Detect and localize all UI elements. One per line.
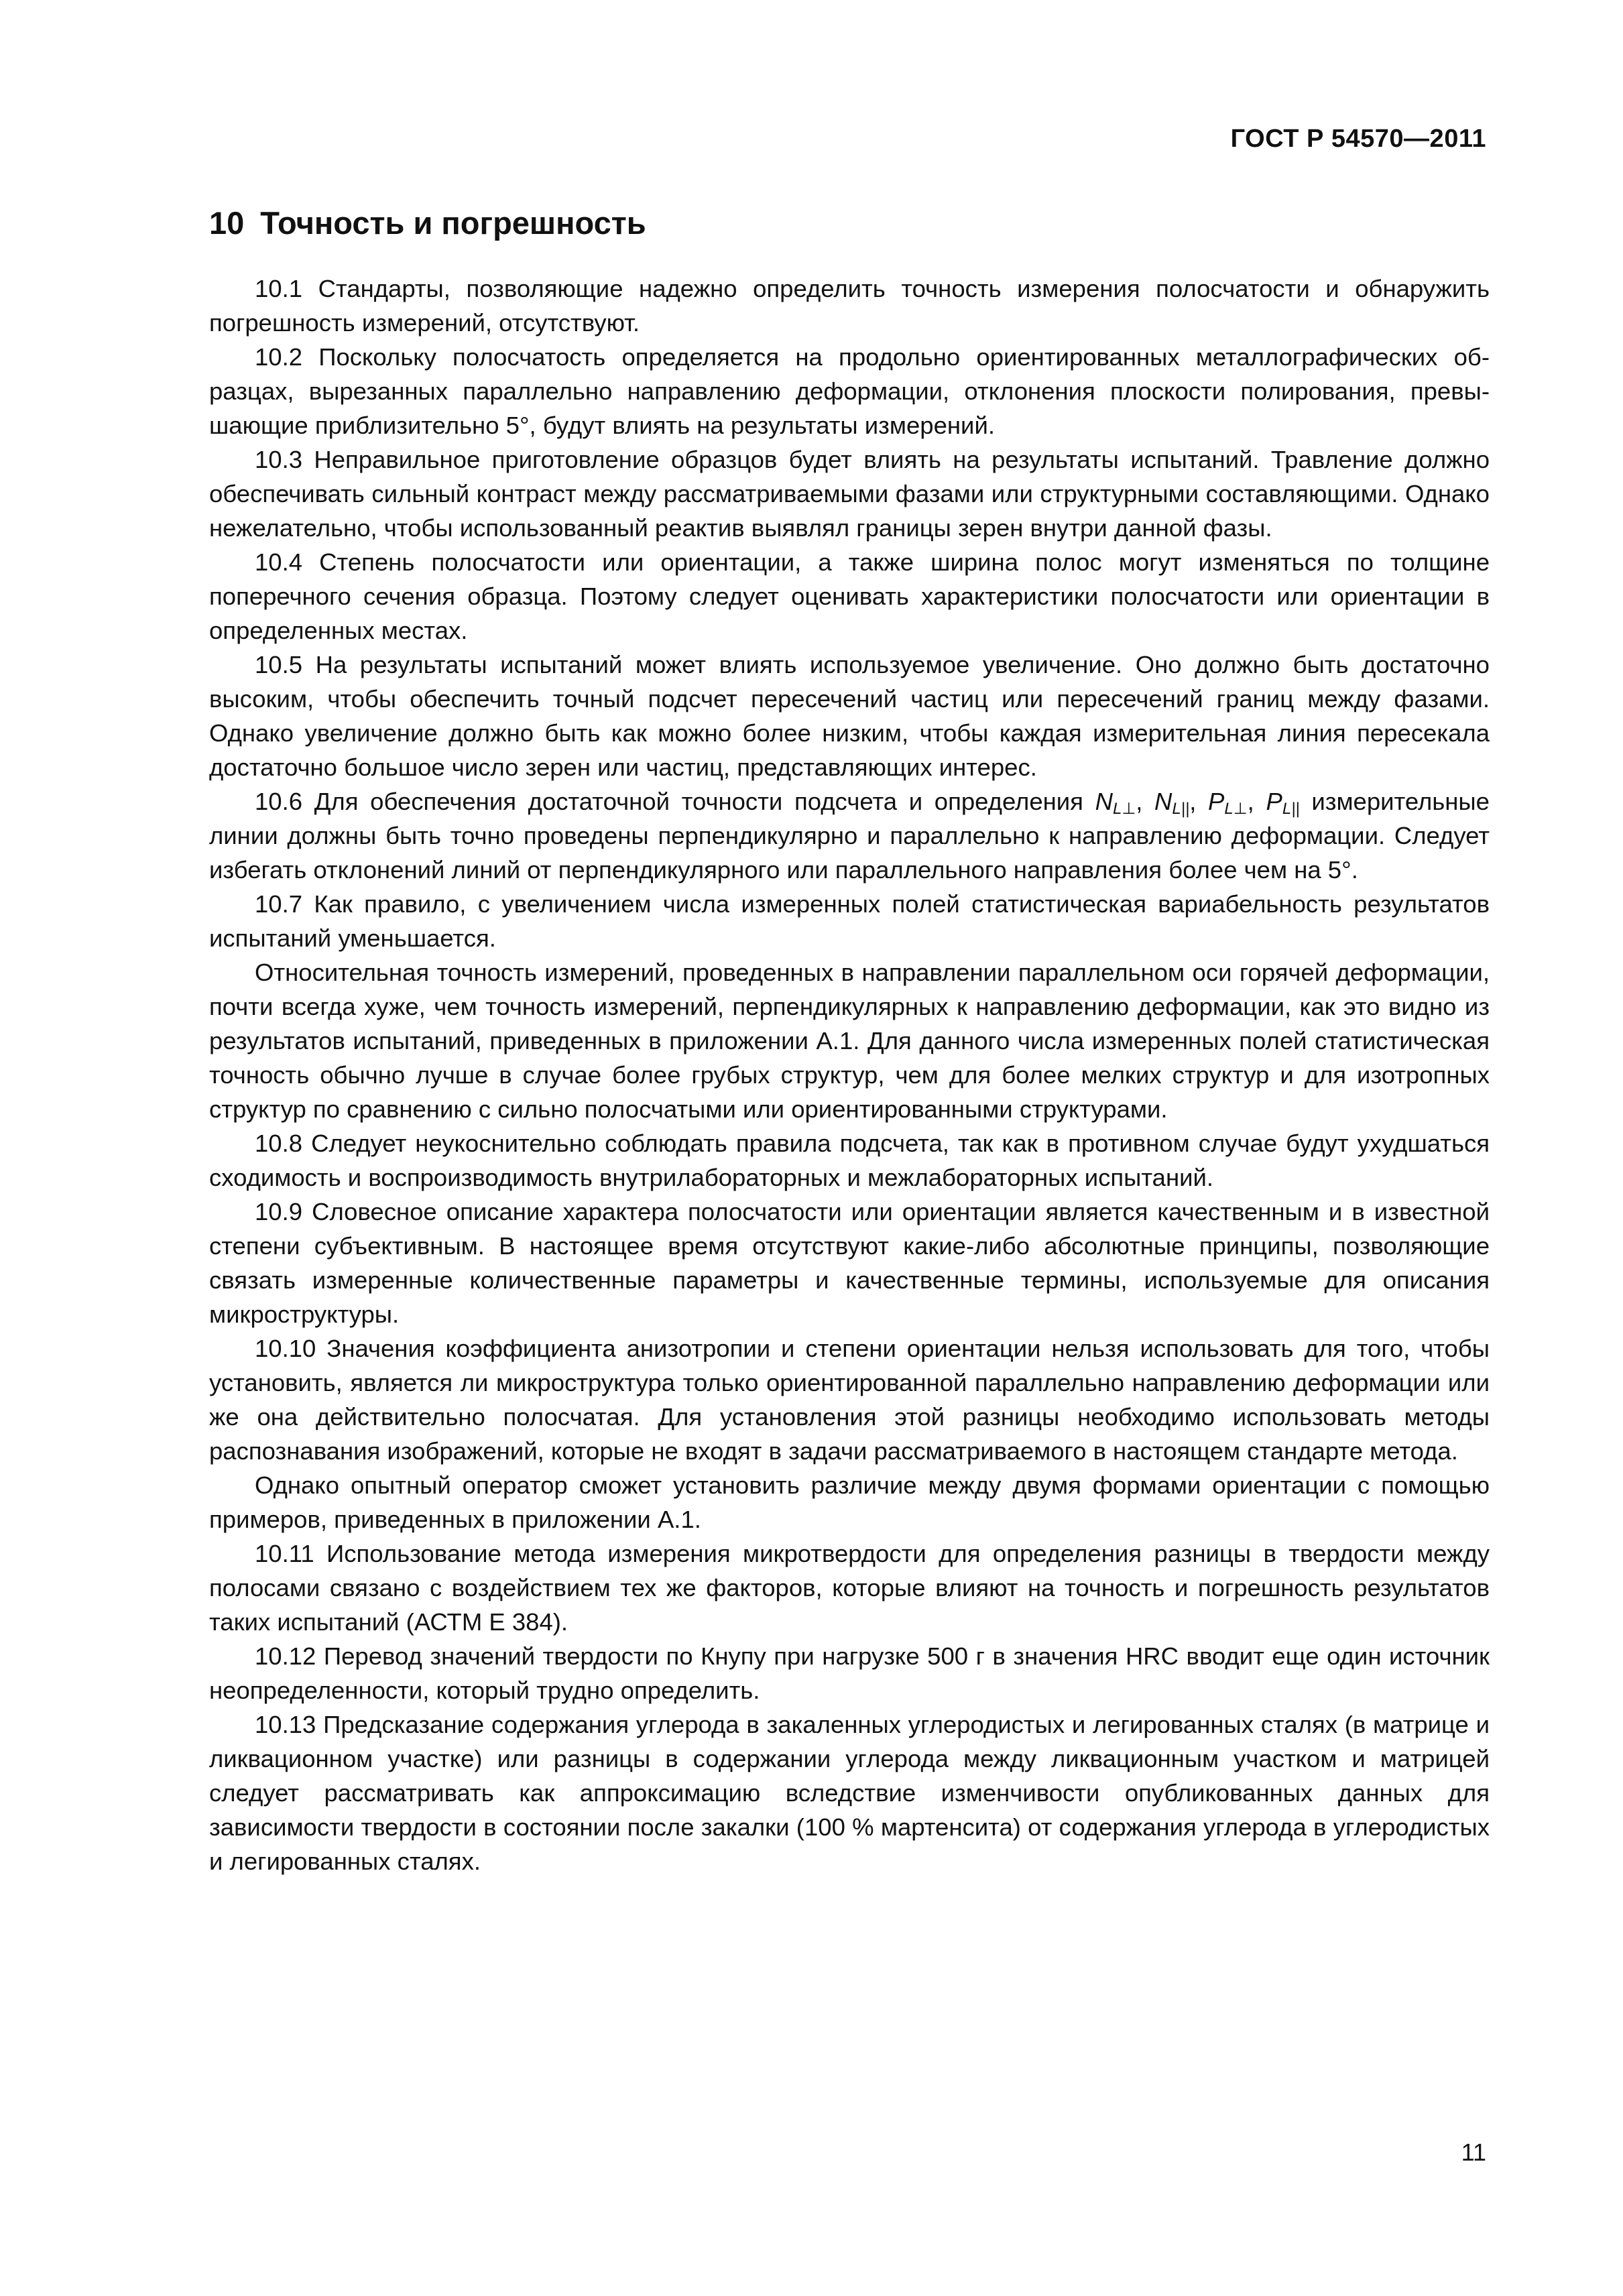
paragraph-10-3: 10.3 Неправильное приготовление образцов будет влиять на результаты испытаний. Травление должно обеспечивать сильный контраст между рассматриваемыми фазами или структурными составляющими. Однако нежелательно, чтобы использованный реактив выявлял границы зерен внутри данной фазы. (209, 446, 1490, 542)
p106-after: измерительные линии должны быть точно проведены перпендикулярно и параллельно к направлению деформации. Следует избегать отклонений линий от перпендикулярного или параллельного направления более чем на 5°. (209, 788, 1490, 884)
paragraph-10-5: 10.5 На результаты испытаний может влиять используемое увеличение. Оно должно быть достаточно высоким, чтобы обеспечить точный подсчет пересечений частиц или пересечений границ между фазами. Однако увеличение должно быть как можно более низким, чтобы каждая измерительная линия пересекала достаточно большое число зерен или частиц, представляющих интерес. (209, 651, 1490, 781)
section-title-text: Точность и погрешность (260, 205, 646, 241)
symbol-n-par: $N_{L||}$ (1154, 788, 1190, 818)
symbol-p-perp: $P_{L\perp}$ (1208, 788, 1248, 818)
paragraph-10-10: 10.10 Значения коэффициента анизотропии и степени ориентации нельзя использовать для того, чтобы установить, является ли микроструктура только ориентированной параллельно направлению деформации или же она действительно полосчатая. Для установления этой разницы необходимо использовать методы распознавания изображений, которые не входят в задачи рассматриваемого в настоящем стандарте метода. (209, 1335, 1490, 1465)
paragraph-10-10-cont: Однако опытный оператор сможет установить различие между двумя формами ориентации с помощью примеров, приведенных в приложении А.1. (209, 1471, 1490, 1533)
document-code-header: ГОСТ Р 54570—2011 (1230, 125, 1486, 153)
section-title (209, 204, 646, 241)
paragraph-10-7: 10.7 Как правило, с увеличением числа измеренных полей статистическая вариабельность результатов испытаний уменьшается. (209, 890, 1490, 952)
paragraph-10-4: 10.4 Степень полосчатости или ориентации, а также ширина полос могут изменяться по толщине поперечного сечения образца. Поэтому следует оценивать характеристики полосчатости или ориентации в определенных местах. (209, 548, 1490, 644)
paragraph-10-12: 10.12 Перевод значений твердости по Кнупу при нагрузке 500 г в значения HRC вводит еще один источник неопределенности, который трудно определить. (209, 1642, 1490, 1704)
paragraph-10-7-cont: Относительная точность измерений, проведенных в направлении параллельном оси горячей деформации, почти всегда хуже, чем точность измерений, перпендикулярных к направлению деформации, как это видно из результатов испытаний, приведенных в приложении А.1. Для данного числа измеренных полей статистическая точность обычно лучше в случае более грубых структур, чем для более мелких структур и для изотропных структур по сравнению с сильно полосчатыми или ориентированными структурами. (209, 959, 1490, 1123)
symbol-n-perp: $N_{L\perp}$ (1095, 788, 1136, 818)
paragraph-10-11: 10.11 Использование метода измерения микротвердости для определения разницы в твердости между полосами связано с воздействием тех же факторов, которые влияют на точность и погрешность результатов таких испытаний (АСТМ Е 384). (209, 1540, 1490, 1636)
document-body (209, 271, 1490, 1878)
paragraph-10-6: 10.6 Для обеспечения достаточной точности подсчета и определения $N_{L\perp}$, $N_{L||}$, $P_{L\perp}$, $P_{L||}$ измерительные линии должны быть точно проведены перпендикулярно и параллельно к направлению деформации. Следует избегать отклонений линий от перпендикулярного или параллельного направления более чем на 5°. (209, 788, 1490, 884)
p106-before: 10.6 Для обеспечения достаточной точности подсчета и определения (255, 788, 1095, 815)
paragraph-10-8: 10.8 Следует неукоснительно соблюдать правила подсчета, так как в противном случае будут ухудшаться сходимость и воспроизводимость внутрилабораторных и межлабораторных испытаний. (209, 1130, 1490, 1191)
page-number: 11 (1461, 2138, 1486, 2166)
paragraph-10-2: 10.2 Поскольку полосчатость определяется на продольно ориентированных металлографических образцах, вырезанных параллельно направлению деформации, отклонения плоскости полирования, превышающие приблизительно 5°, будут влиять на результаты измерений. (209, 343, 1490, 439)
paragraph-10-1: 10.1 Стандарты, позволяющие надежно определить точность измерения полосчатости и обнаружить погрешность измерений, отсутствуют. (209, 275, 1490, 337)
paragraph-10-9: 10.9 Словесное описание характера полосчатости или ориентации является качественным и в известной степени субъективным. В настоящее время отсутствуют какие-либо абсолютные принципы, позволяющие связать измеренные количественные параметры и качественные термины, используемые для описания микроструктуры. (209, 1198, 1490, 1328)
section-number: 10 (209, 205, 245, 241)
paragraph-10-13: 10.13 Предсказание содержания углерода в закаленных углеродистых и легированных сталях (в матрице и ликвационном участке) или разницы в содержании углерода между ликвационным участком и матрицей следует рассматривать как аппроксимацию вследствие изменчивости опубликованных данных для зависимости твердости в состоянии после закалки (100 % мартенсита) от содержания углерода в углеродистых и легированных сталях. (209, 1711, 1490, 1875)
symbol-p-par: $P_{L||}$ (1266, 788, 1300, 818)
